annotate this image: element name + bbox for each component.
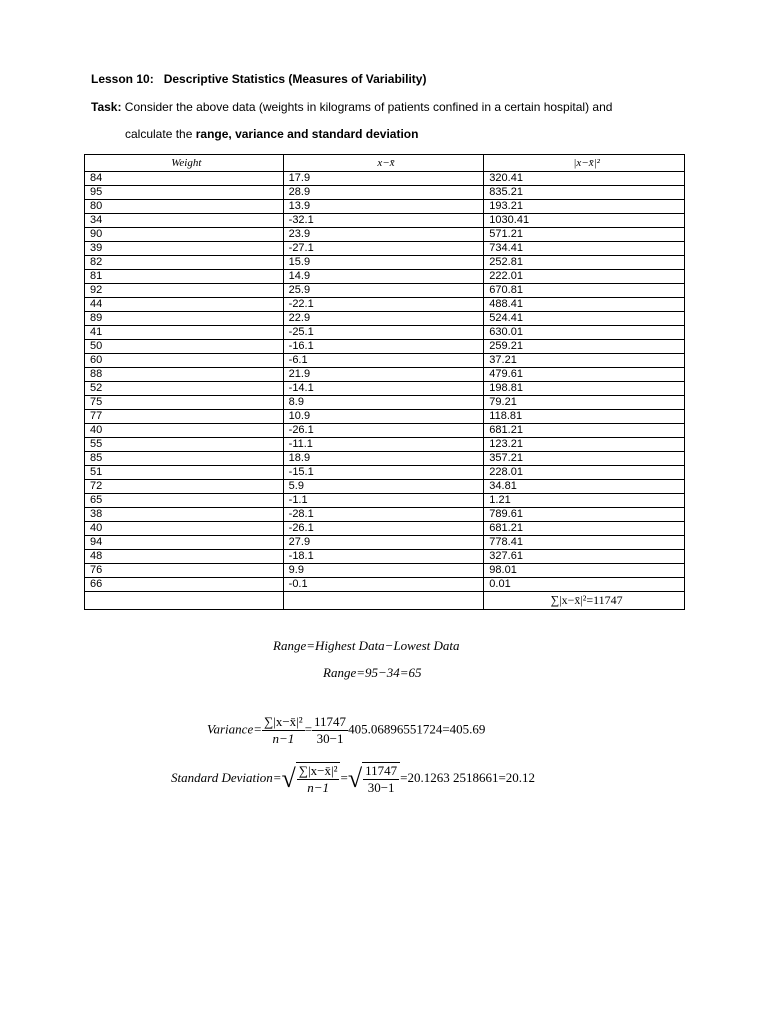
sum-empty-cell [283,592,484,610]
table-row [85,326,685,340]
variance-fraction: $\frac{\text{∑|x−x̄|²}}{n-1}$ [263,714,303,746]
squared-deviation-cell: 0.01 [484,578,685,592]
deviation-cell: 8.9 [283,396,484,410]
deviation-cell: 22.9 [283,312,484,326]
weight-cell: 92 [85,284,284,298]
weight-cell: 89 [85,312,284,326]
deviation-cell: -18.1 [283,550,484,564]
deviation-cell: 14.9 [283,270,484,284]
variance-formula: Variance= $\frac{\text{∑|x−x̄|²}}{n-1}$ = $\frac{11747}{30-1}$ 405.06896551724=405.69 [207,714,486,746]
table-row [85,550,685,564]
table-row [85,578,685,592]
table-row [85,270,685,284]
variance-label: Variance= [207,721,262,737]
table-row [85,466,685,480]
squared-deviation-cell: 357.21 [484,452,685,466]
table-row [85,536,685,550]
squared-deviation-cell: 259.21 [484,340,685,354]
table-row [85,508,685,522]
weight-cell: 85 [85,452,284,466]
table-row [85,312,685,326]
deviation-cell: -27.1 [283,242,484,256]
sqrt-icon: √ [347,764,363,793]
deviation-cell: 25.9 [283,284,484,298]
table-row [85,228,685,242]
weight-cell: 76 [85,564,284,578]
weight-cell: 48 [85,550,284,564]
weight-cell: 95 [85,186,284,200]
header-deviation: x−x̄ [283,155,484,172]
lesson-title: Lesson 10: Descriptive Statistics (Measures of Variability) [91,72,427,86]
deviation-cell: -1.1 [283,494,484,508]
deviation-cell: 28.9 [283,186,484,200]
weight-cell: 51 [85,466,284,480]
weight-cell: 34 [85,214,284,228]
deviation-cell: -26.1 [283,522,484,536]
table-row [85,340,685,354]
table-row [85,396,685,410]
table-header-row [85,155,685,172]
sd-fraction: $\frac{\text{∑|x−x̄|²}}{n-1}$ [298,763,338,795]
table-row [85,242,685,256]
table-row [85,494,685,508]
task-label: Task: [91,100,122,114]
deviation-cell: -15.1 [283,466,484,480]
squared-deviation-cell: 734.41 [484,242,685,256]
squared-deviation-cell: 222.01 [484,270,685,284]
range-calculation: Range=95−34=65 [323,665,422,680]
table-row [85,284,685,298]
weight-cell: 94 [85,536,284,550]
weight-cell: 72 [85,480,284,494]
deviation-cell: 23.9 [283,228,484,242]
table-row [85,200,685,214]
variance-result: 405.06896551724=405.69 [348,721,486,737]
weight-cell: 75 [85,396,284,410]
deviation-cell: -22.1 [283,298,484,312]
squared-deviation-cell: 488.41 [484,298,685,312]
sum-of-squares: ∑|x−x̄|²=11747 [484,592,685,610]
weight-cell: 40 [85,522,284,536]
deviation-cell: 18.9 [283,452,484,466]
squared-deviation-cell: 524.41 [484,312,685,326]
range-definition: Range=Highest Data−Lowest Data [273,638,460,653]
weight-cell: 66 [85,578,284,592]
deviation-cell: 21.9 [283,368,484,382]
weight-cell: 90 [85,228,284,242]
weight-cell: 50 [85,340,284,354]
weight-cell: 41 [85,326,284,340]
squared-deviation-cell: 252.81 [484,256,685,270]
header-weight: Weight [85,155,284,172]
table-row [85,256,685,270]
squared-deviation-cell: 34.81 [484,480,685,494]
squared-deviation-cell: 630.01 [484,326,685,340]
table-row [85,410,685,424]
deviation-cell: 17.9 [283,172,484,186]
squared-deviation-cell: 670.81 [484,284,685,298]
squared-deviation-cell: 327.61 [484,550,685,564]
sd-result: =20.1263 2518661=20.12 [400,769,536,785]
deviation-cell: 13.9 [283,200,484,214]
deviation-cell: -16.1 [283,340,484,354]
squared-deviation-cell: 681.21 [484,424,685,438]
squared-deviation-cell: 479.61 [484,368,685,382]
table-row [85,438,685,452]
deviation-cell: 10.9 [283,410,484,424]
squared-deviation-cell: 193.21 [484,200,685,214]
table-row [85,452,685,466]
weight-cell: 82 [85,256,284,270]
squared-deviation-cell: 37.21 [484,354,685,368]
task-instruction [91,100,612,114]
table-row [85,424,685,438]
weight-cell: 55 [85,438,284,452]
weight-cell: 40 [85,424,284,438]
squared-deviation-cell: 789.61 [484,508,685,522]
table-row [85,564,685,578]
squared-deviation-cell: 1030.41 [484,214,685,228]
table-row [85,522,685,536]
deviation-cell: 5.9 [283,480,484,494]
deviation-cell: 27.9 [283,536,484,550]
deviation-cell: -6.1 [283,354,484,368]
deviation-cell: -32.1 [283,214,484,228]
sd-label: Standard Deviation= [171,769,282,785]
header-squared-deviation: |x−x̄|² [484,155,685,172]
weights-table [84,154,685,610]
table-row [85,382,685,396]
weight-cell: 81 [85,270,284,284]
table-row [85,172,685,186]
weight-cell: 39 [85,242,284,256]
weight-cell: 38 [85,508,284,522]
sqrt-icon: √ [281,764,296,793]
squared-deviation-cell: 778.41 [484,536,685,550]
squared-deviation-cell: 228.01 [484,466,685,480]
deviation-cell: 9.9 [283,564,484,578]
deviation-cell: -26.1 [283,424,484,438]
weight-cell: 84 [85,172,284,186]
deviation-cell: -28.1 [283,508,484,522]
squared-deviation-cell: 571.21 [484,228,685,242]
deviation-cell: 15.9 [283,256,484,270]
squared-deviation-cell: 118.81 [484,410,685,424]
squared-deviation-cell: 198.81 [484,382,685,396]
table-row [85,368,685,382]
deviation-cell: -14.1 [283,382,484,396]
task-line2-bold: range, variance and standard deviation [195,127,419,141]
weight-cell: 44 [85,298,284,312]
deviation-cell: -11.1 [283,438,484,452]
variance-fraction-values: $\frac{11747}{30-1}$ [314,714,347,746]
table-row [85,298,685,312]
weight-cell: 77 [85,410,284,424]
weight-cell: 60 [85,354,284,368]
standard-deviation-formula: Standard Deviation=√ $\frac{\text{∑|x−x̄|²}}{n-1}$ =√ $\frac{11747}{30-1}$ =20.1263 2518661=20.12 [171,763,536,795]
weight-cell: 80 [85,200,284,214]
weight-cell: 65 [85,494,284,508]
squared-deviation-cell: 79.21 [484,396,685,410]
table-row [85,480,685,494]
weight-cell: 52 [85,382,284,396]
task-line2-prefix: calculate the [125,127,196,141]
sd-fraction-values: $\frac{11747}{30-1}$ [365,763,398,795]
sum-empty-cell [85,592,284,610]
weight-cell: 88 [85,368,284,382]
squared-deviation-cell: 123.21 [484,438,685,452]
squared-deviation-cell: 320.41 [484,172,685,186]
deviation-cell: -25.1 [283,326,484,340]
squared-deviation-cell: 835.21 [484,186,685,200]
task-instruction-line2 [125,127,418,141]
squared-deviation-cell: 1.21 [484,494,685,508]
table-row [85,186,685,200]
squared-deviation-cell: 98.01 [484,564,685,578]
table-row [85,354,685,368]
squared-deviation-cell: 681.21 [484,522,685,536]
deviation-cell: -0.1 [283,578,484,592]
task-text: Consider the above data (weights in kilograms of patients confined in a certain hospital) and [121,100,613,114]
table-sum-row [85,592,685,610]
table-row [85,214,685,228]
